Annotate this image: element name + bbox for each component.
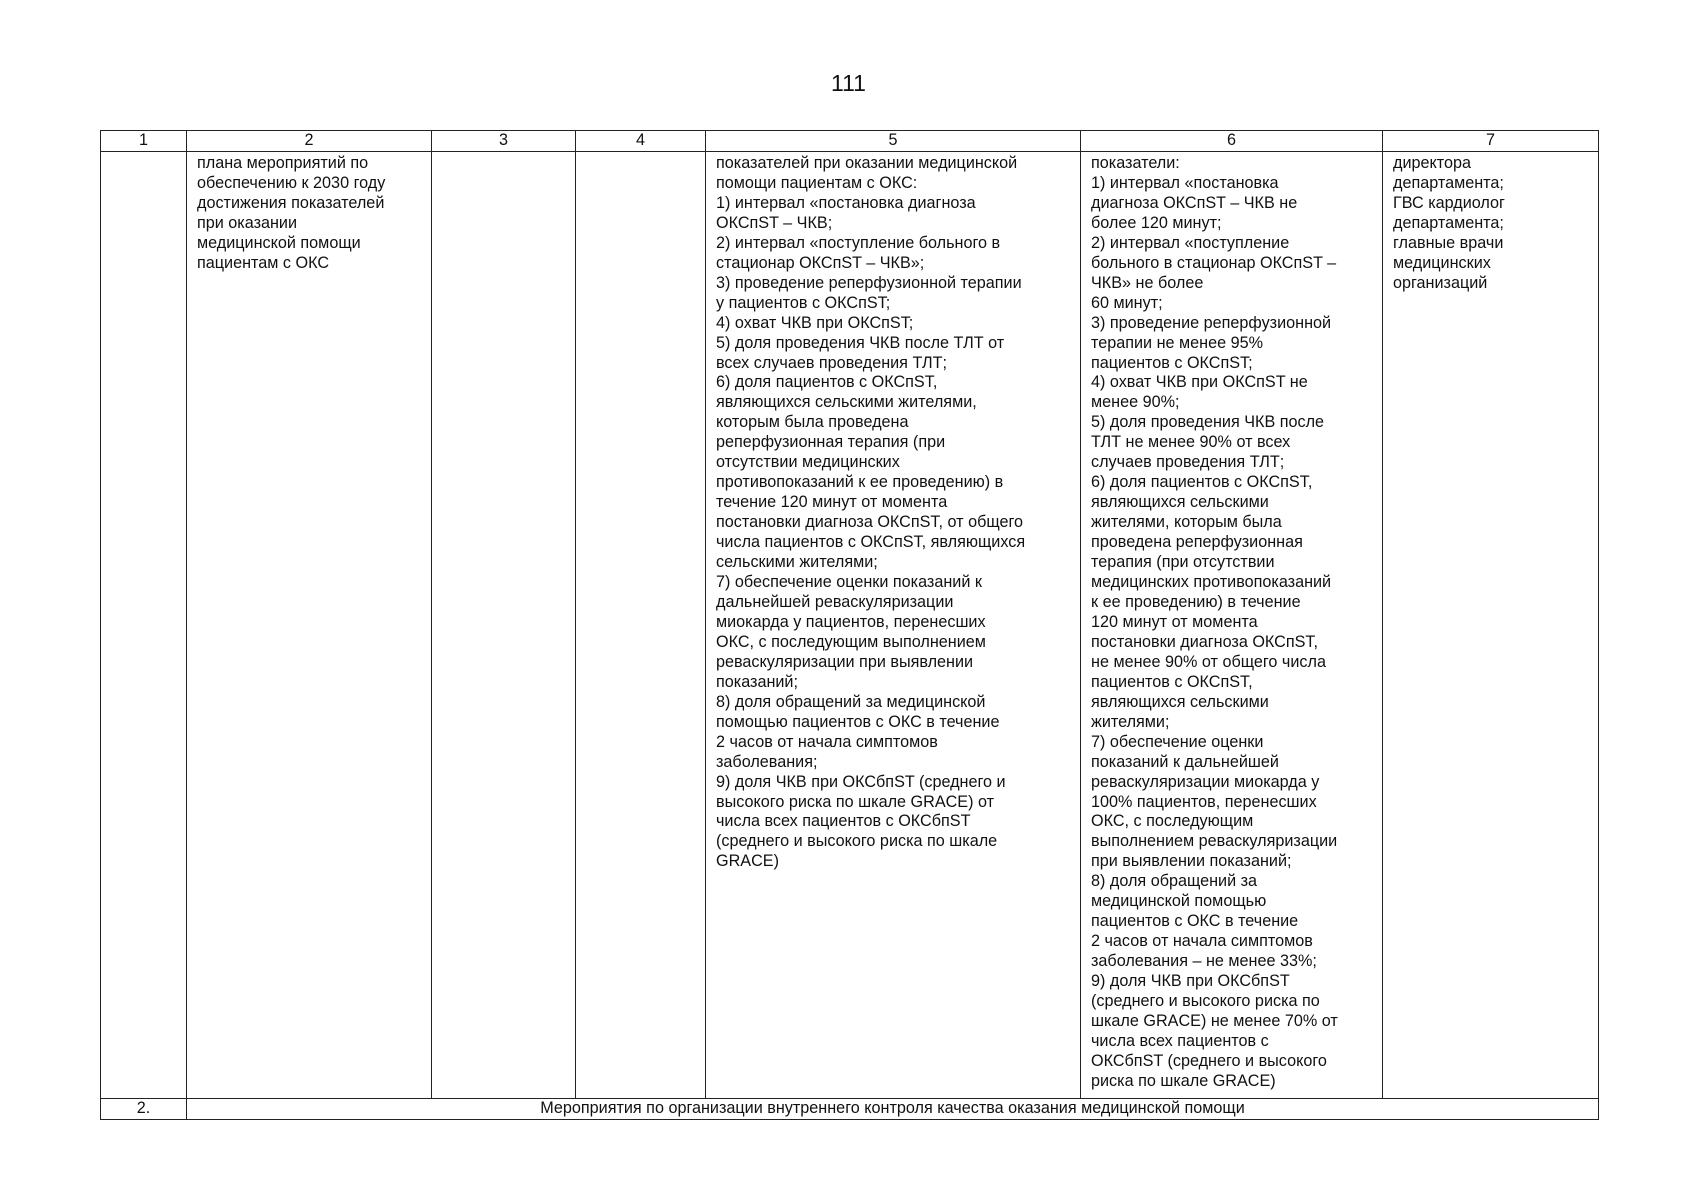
cell-responsible: [1383, 152, 1599, 1099]
text-line: не менее 90% от общего числа: [1091, 652, 1326, 671]
text-line: медицинских противопоказаний: [1091, 573, 1332, 592]
text-line: противопоказаний к ее проведению) в: [716, 473, 1004, 492]
text-line: 5) доля проведения ЧКВ после: [1091, 413, 1325, 432]
text-line: жителями;: [1091, 712, 1170, 731]
text-line: GRACE): [716, 852, 779, 871]
text-line: организаций: [1393, 273, 1488, 292]
text-line: шкале GRACE) не менее 70% от: [1091, 1011, 1338, 1030]
text-line: числа пациентов с ОКСпST, являющихся: [716, 533, 1026, 552]
text-line: 4) охват ЧКВ при ОКСпST;: [716, 313, 914, 332]
cell-measure-name: [187, 152, 432, 1099]
text-line: 100% пациентов, перенесших: [1091, 792, 1317, 811]
text-line: при оказании: [197, 213, 298, 232]
cell-col-4: [576, 152, 706, 1099]
text-line: медицинских: [1393, 253, 1491, 272]
text-line: диагноза ОКСпST – ЧКВ не: [1091, 193, 1298, 212]
text-line: риска по шкале GRACE): [1091, 1071, 1276, 1090]
text-line: ОКСбпST (среднего и высокого: [1091, 1051, 1327, 1070]
text-line: показаний к дальнейшей: [1091, 752, 1279, 771]
text-line: числа всех пациентов с: [1091, 1031, 1269, 1050]
text-line: у пациентов с ОКСпST;: [716, 293, 891, 312]
text-line: пациентов с ОКСпST,: [1091, 672, 1253, 691]
text-line: директора: [1393, 154, 1471, 172]
text-line: помощью пациентов с ОКС в течение: [716, 712, 1000, 731]
text-line: стационар ОКСпST – ЧКВ»;: [716, 253, 925, 272]
text-line: пациентов с ОКС в течение: [1091, 912, 1299, 931]
text-line: проведена реперфузионная: [1091, 533, 1303, 552]
cell-number: [101, 152, 187, 1099]
text-line: 3) проведение реперфузионной терапии: [716, 273, 1022, 292]
text-line: выполнением реваскуляризации: [1091, 832, 1338, 851]
column-number-row: [101, 131, 1599, 152]
column-header-2: 2: [187, 131, 432, 152]
text-line: пациентам с ОКС: [197, 253, 330, 272]
text-line: реваскуляризации миокарда у: [1091, 772, 1320, 791]
measures-table: [100, 130, 1599, 1120]
cell-indicators: [706, 152, 1081, 1099]
section-number: 2.: [101, 1099, 187, 1120]
text-line: (среднего и высокого риска по шкале: [716, 832, 998, 851]
column-header-1: 1: [101, 131, 187, 152]
text-line: постановки диагноза ОКСпST, от общего: [716, 513, 1024, 532]
text-line: ТЛТ не менее 90% от всех: [1091, 433, 1291, 452]
text-line: жителями, которым была: [1091, 513, 1282, 532]
text-line: течение 120 минут от момента: [716, 493, 948, 512]
text-line: более 120 минут;: [1091, 213, 1222, 232]
text-line: 3) проведение реперфузионной: [1091, 313, 1332, 332]
text-line: которым была проведена: [716, 413, 909, 432]
text-line: 120 минут от момента: [1091, 612, 1258, 631]
text-line: ОКСпST – ЧКВ;: [716, 213, 833, 232]
column-header-3: 3: [432, 131, 576, 152]
text-line: медицинской помощи: [197, 233, 361, 252]
text-line: менее 90%;: [1091, 393, 1180, 412]
text-line: 1) интервал «постановка: [1091, 173, 1279, 192]
text-line: достижения показателей: [197, 193, 385, 212]
text-line: обеспечению к 2030 году: [197, 173, 386, 192]
column-header-6: 6: [1081, 131, 1383, 152]
text-line: реперфузионная терапия (при: [716, 433, 946, 452]
text-line: 8) доля обращений за: [1091, 872, 1258, 891]
text-line: заболевания – не менее 33%;: [1091, 952, 1317, 971]
text-line: медицинской помощью: [1091, 892, 1267, 911]
text-line: департамента;: [1393, 213, 1504, 232]
text-line: являющихся сельскими: [1091, 692, 1269, 711]
text-line: высокого риска по шкале GRACE) от: [716, 792, 995, 811]
text-line: являющихся сельскими: [1091, 493, 1269, 512]
text-line: 9) доля ЧКВ при ОКСбпST: [1091, 972, 1290, 991]
text-line: 9) доля ЧКВ при ОКСбпST (среднего и: [716, 772, 1006, 791]
text-line: заболевания;: [716, 752, 818, 771]
text-line: миокарда у пациентов, перенесших: [716, 612, 986, 631]
text-line: числа всех пациентов с ОКСбпST: [716, 812, 971, 831]
text-line: 6) доля пациентов с ОКСпST,: [716, 373, 938, 392]
text-line: к ее проведению) в течение: [1091, 592, 1301, 611]
text-line: больного в стационар ОКСпST –: [1091, 253, 1337, 272]
text-line: показатели:: [1091, 154, 1180, 172]
cell-col-3: [432, 152, 576, 1099]
column-header-5: 5: [706, 131, 1081, 152]
text-line: ЧКВ» не более: [1091, 273, 1204, 292]
section-title: Мероприятия по организации внутреннего контроля качества оказания медицинской помощи: [187, 1099, 1599, 1120]
text-line: при выявлении показаний;: [1091, 852, 1292, 871]
text-line: (среднего и высокого риска по: [1091, 992, 1320, 1011]
text-line: терапия (при отсутствии: [1091, 553, 1275, 572]
text-line: 6) доля пациентов с ОКСпST,: [1091, 473, 1313, 492]
text-line: всех случаев проведения ТЛТ;: [716, 353, 947, 372]
text-line: отсутствии медицинских: [716, 453, 900, 472]
text-line: помощи пациентам с ОКС:: [716, 173, 918, 192]
text-line: главные врачи: [1393, 233, 1504, 252]
text-line: ОКС, с последующим выполнением: [716, 632, 986, 651]
text-line: терапии не менее 95%: [1091, 333, 1263, 352]
text-line: ГВС кардиолог: [1393, 193, 1505, 212]
text-line: дальнейшей реваскуляризации: [716, 592, 954, 611]
table-row: [101, 152, 1599, 1099]
text-line: показаний;: [716, 672, 798, 691]
text-line: 5) доля проведения ЧКВ после ТЛТ от: [716, 333, 1005, 352]
text-line: плана мероприятий по: [197, 154, 369, 172]
text-line: 2 часов от начала симптомов: [1091, 932, 1313, 951]
column-header-7: 7: [1383, 131, 1599, 152]
text-line: 2 часов от начала симптомов: [716, 732, 938, 751]
text-line: 4) охват ЧКВ при ОКСпST не: [1091, 373, 1308, 392]
text-line: показателей при оказании медицинской: [716, 154, 1018, 172]
text-line: сельскими жителями;: [716, 553, 878, 572]
text-line: 8) доля обращений за медицинской: [716, 692, 986, 711]
section-row: [101, 1099, 1599, 1120]
column-header-4: 4: [576, 131, 706, 152]
text-line: ОКС, с последующим: [1091, 812, 1254, 831]
text-line: реваскуляризации при выявлении: [716, 652, 974, 671]
text-line: 2) интервал «поступление: [1091, 233, 1290, 252]
text-line: 7) обеспечение оценки: [1091, 732, 1264, 751]
cell-target-values: [1081, 152, 1383, 1099]
text-line: 7) обеспечение оценки показаний к: [716, 573, 982, 592]
page-number: 111: [831, 70, 866, 96]
text-line: случаев проведения ТЛТ;: [1091, 453, 1285, 472]
text-line: постановки диагноза ОКСпST,: [1091, 632, 1319, 651]
text-line: 1) интервал «постановка диагноза: [716, 193, 976, 212]
text-line: пациентов с ОКСпST;: [1091, 353, 1253, 372]
text-line: 2) интервал «поступление больного в: [716, 233, 1001, 252]
text-line: являющихся сельскими жителями,: [716, 393, 977, 412]
text-line: 60 минут;: [1091, 293, 1163, 312]
text-line: департамента;: [1393, 173, 1504, 192]
